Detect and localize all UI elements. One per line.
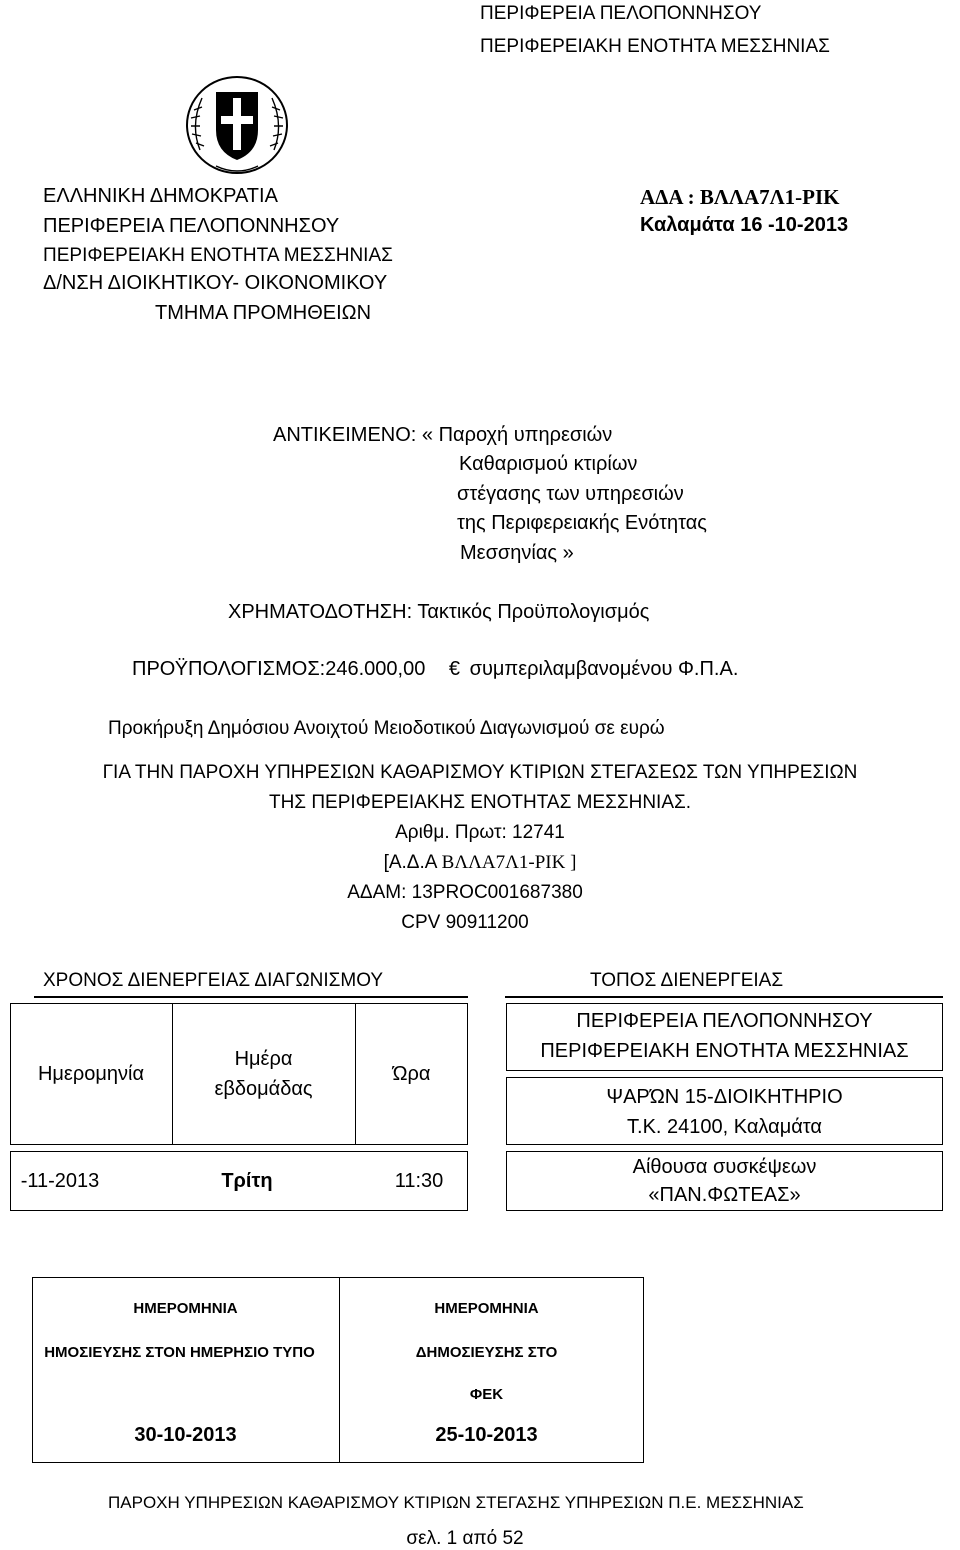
notice-line-1: ΓΙΑ ΤΗΝ ΠΑΡΟΧΗ ΥΠΗΡΕΣΙΩΝ ΚΑΘΑΡΙΣΜΟΥ ΚΤΙΡΙΩΝ ΣΤΕΓΑΣΕΩΣ ΤΩΝ ΥΠΗΡΕΣΙΩΝ (102, 762, 858, 783)
ada-reference: ΑΔΑ : ΒΛΛΑ7Λ1-ΡΙΚ (640, 185, 840, 209)
venue-room: Αίθουσα συσκέψεων (632, 1156, 817, 1178)
venue-underline (505, 996, 943, 998)
venue-address: ΨΑΡΏΝ 15-ΔΙΟΙΚΗΤΗΡΙΟ (606, 1086, 843, 1108)
notice-title: Προκήρυξη Δημόσιου Ανοιχτού Μειοδοτικού Διαγωνισμού σε ευρώ (108, 718, 665, 739)
venue-region: ΠΕΡΙΦΕΡΕΙΑ ΠΕΛΟΠΟΝΝΗΣΟΥ (576, 1010, 873, 1032)
fek-date-label-3: ΦΕΚ (469, 1386, 504, 1403)
venue-heading: ΤΟΠΟΣ ΔΙΕΝΕΡΓΕΙΑΣ (590, 970, 784, 991)
subject-line-3: στέγασης των υπηρεσιών (457, 483, 684, 505)
budget (132, 658, 738, 681)
tender-time: 11:30 (394, 1170, 444, 1192)
budget-vat-note: συμπεριλαμβανομένου Φ.Π.Α. (469, 658, 739, 680)
funding: ΧΡΗΜΑΤΟΔΟΤΗΣΗ: Τακτικός Προϋπολογισμός (228, 601, 650, 623)
subject-line-2: Καθαρισμού κτιρίων (459, 453, 638, 475)
ada-bracket (0, 852, 960, 874)
header-regional-unit: ΠΕΡΙΦΕΡΕΙΑΚΗ ΕΝΟΤΗΤΑ ΜΕΣΣΗΝΙΑΣ (480, 36, 830, 57)
column-weekday-header: Ημέρα εβδομάδας (214, 1048, 313, 1100)
ada-prefix: [Α.Δ.Α (383, 852, 437, 873)
page-number: σελ. 1 από 52 (406, 1528, 524, 1549)
fek-publication-date: 25-10-2013 (435, 1424, 538, 1446)
subject-line-1: ΑΝΤΙΚΕΙΜΕΝΟ: « Παροχή υπηρεσιών (273, 424, 613, 446)
column-date-header: Ημερομηνία (37, 1063, 145, 1085)
venue-postcode: Τ.Κ. 24100, Καλαμάτα (627, 1116, 822, 1138)
press-date-label-1: ΗΜΕΡΟΜΗΝΙΑ (133, 1300, 238, 1317)
issuer-regional-unit: ΠΕΡΙΦΕΡΕΙΑΚΗ ΕΝΟΤΗΤΑ ΜΕΣΣΗΝΙΑΣ (43, 245, 393, 266)
issuer-directorate: Δ/ΝΣΗ ΔΙΟΙΚΗΤΙΚΟΥ- ΟΙΚΟΝΟΜΙΚΟΥ (43, 272, 388, 294)
cpv-code: CPV 90911200 (401, 912, 529, 933)
venue-regional-unit: ΠΕΡΙΦΕΡΕΙΑΚΗ ΕΝΟΤΗΤΑ ΜΕΣΣΗΝΙΑΣ (540, 1040, 909, 1062)
protocol-number: Αριθμ. Πρωτ: 12741 (395, 822, 565, 843)
subject-line-4: της Περιφερειακής Ενότητας (457, 512, 707, 534)
subject-line-5: Μεσσηνίας » (460, 542, 574, 564)
header-region: ΠΕΡΙΦΕΡΕΙΑ ΠΕΛΟΠΟΝΝΗΣΟΥ (480, 3, 762, 24)
notice-line-2: ΤΗΣ ΠΕΡΙΦΕΡΕΙΑΚΗΣ ΕΝΟΤΗΤΑΣ ΜΕΣΣΗΝΙΑΣ. (268, 792, 692, 813)
issuer-region: ΠΕΡΙΦΕΡΕΙΑ ΠΕΛΟΠΟΝΝΗΣΟΥ (43, 215, 340, 237)
place-and-date: Καλαμάτα 16 -10-2013 (640, 214, 849, 236)
schedule-underline (34, 996, 468, 998)
column-time-header: Ώρα (392, 1063, 431, 1085)
issuer-country: ΕΛΛΗΝΙΚΗ ΔΗΜΟΚΡΑΤΙΑ (43, 185, 278, 207)
ada-code: ΒΛΛΑ7Λ1-ΡΙΚ ] (441, 852, 577, 873)
schedule-heading: ΧΡΟΝΟΣ ΔΙΕΝΕΡΓΕΙΑΣ ΔΙΑΓΩΝΙΣΜΟΥ (43, 970, 384, 991)
footer-text: ΠΑΡΟΧΗ ΥΠΗΡΕΣΙΩΝ ΚΑΘΑΡΙΣΜΟΥ ΚΤΙΡΙΩΝ ΣΤΕΓΑΣΗΣ ΥΠΗΡΕΣΙΩΝ Π.Ε. ΜΕΣΣΗΝΙΑΣ (108, 1493, 804, 1512)
press-date-label-2: ΗΜΟΣΙΕΥΣΗΣ ΣΤΟΝ ΗΜΕΡΗΣΙΟ ΤΥΠΟ (44, 1344, 315, 1361)
fek-date-label-2: ΔΗΜΟΣΙΕΥΣΗΣ ΣΤΟ (415, 1344, 558, 1361)
issuer-department: ΤΜΗΜΑ ΠΡΟΜΗΘΕΙΩΝ (155, 302, 372, 324)
tender-weekday: Τρίτη (221, 1170, 273, 1192)
coat-of-arms-emblem (180, 70, 295, 180)
fek-date-label-1: ΗΜΕΡΟΜΗΝΙΑ (434, 1300, 539, 1317)
budget-amount: ΠΡΟΫΠΟΛΟΓΙΣΜΟΣ:246.000,00 (132, 658, 426, 680)
adam-number: ΑΔΑΜ: 13PROC001687380 (347, 882, 583, 903)
tender-date: -11-2013 (20, 1170, 100, 1192)
euro-sign: € (448, 658, 461, 680)
venue-room-name: «ΠΑΝ.ΦΩΤΕΑΣ» (648, 1184, 801, 1206)
press-publication-date: 30-10-2013 (134, 1424, 237, 1446)
